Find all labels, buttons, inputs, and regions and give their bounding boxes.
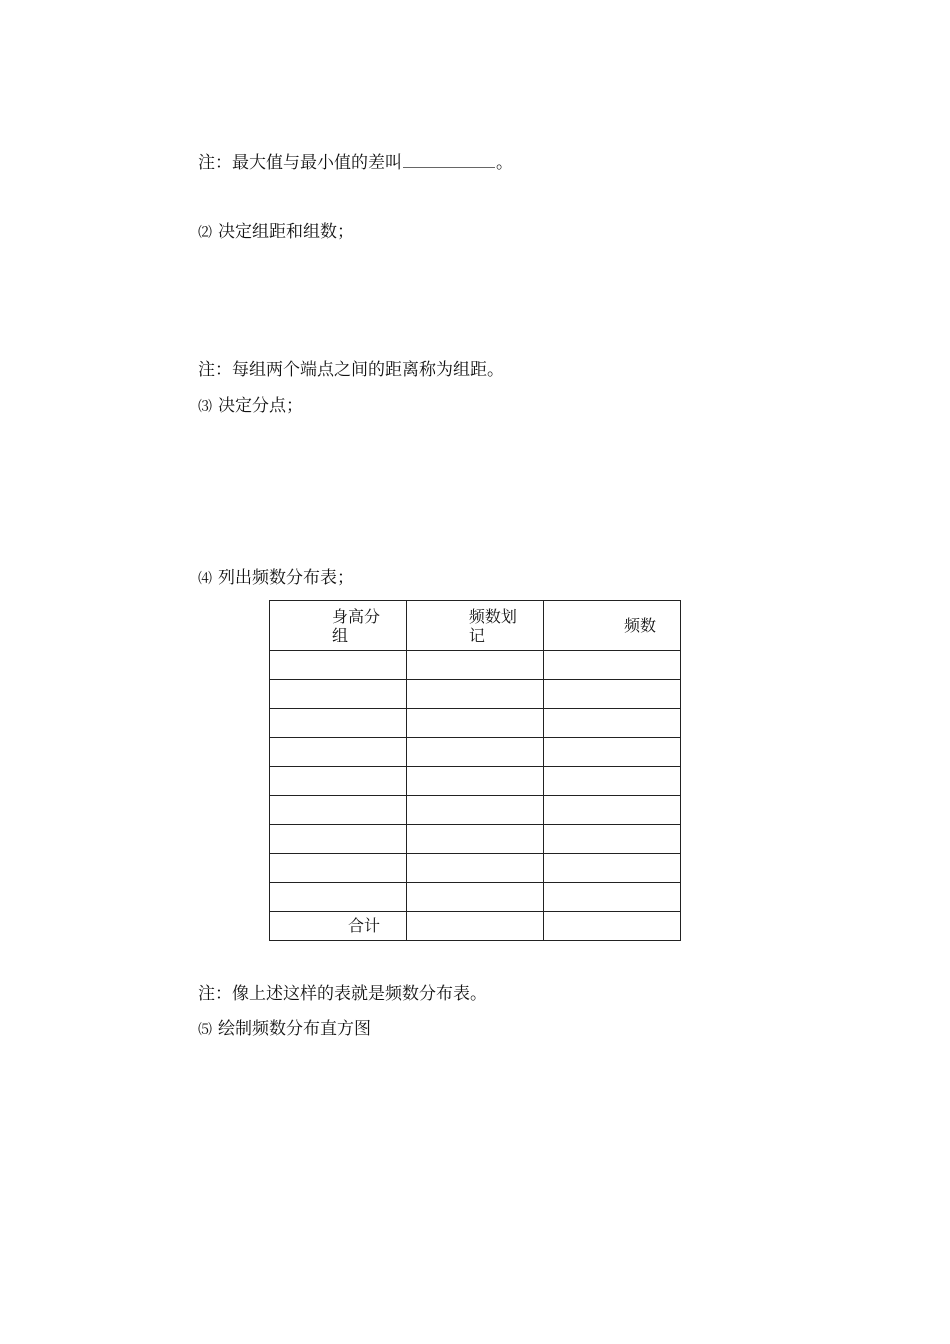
table-cell[interactable]	[406, 738, 543, 767]
total-label-cell	[270, 912, 407, 941]
table-cell[interactable]	[406, 680, 543, 709]
table-total-row	[270, 912, 681, 941]
step-4-marker: ⑷	[198, 571, 212, 587]
table-cell[interactable]	[270, 825, 407, 854]
table-cell[interactable]	[406, 883, 543, 912]
table-row	[270, 854, 681, 883]
table-cell[interactable]	[543, 709, 680, 738]
total-label: 合计	[348, 916, 381, 935]
step-2-marker: ⑵	[198, 225, 212, 241]
step-5-marker: ⑸	[198, 1022, 212, 1038]
table-cell[interactable]	[543, 825, 680, 854]
table-header-row	[270, 601, 681, 651]
header-height-group-label: 身高分组	[332, 606, 381, 645]
table-cell[interactable]	[270, 738, 407, 767]
step-5-text: 绘制频数分布直方图	[218, 1019, 371, 1039]
step-3-marker: ⑶	[198, 399, 212, 415]
header-height-group	[270, 601, 407, 651]
table-cell[interactable]	[543, 651, 680, 680]
table-cell[interactable]	[543, 912, 680, 941]
table-cell[interactable]	[270, 767, 407, 796]
note-range-prefix: 注：最大值与最小值的差叫	[198, 153, 402, 173]
table-cell[interactable]	[543, 796, 680, 825]
note-table: 注：像上述这样的表就是频数分布表。	[198, 984, 487, 1004]
step-2-text: 决定组距和组数；	[218, 222, 354, 242]
table-cell[interactable]	[406, 767, 543, 796]
table-row	[270, 825, 681, 854]
note-range-suffix: 。	[496, 153, 513, 173]
table-cell[interactable]	[270, 854, 407, 883]
table-cell[interactable]	[406, 651, 543, 680]
note-interval: 注：每组两个端点之间的距离称为组距。	[198, 360, 504, 380]
table-cell[interactable]	[406, 796, 543, 825]
step-5	[198, 1018, 371, 1041]
step-3-text: 决定分点；	[218, 396, 303, 416]
step-4	[198, 567, 354, 590]
table-cell[interactable]	[543, 767, 680, 796]
table-cell[interactable]	[270, 709, 407, 738]
table-cell[interactable]	[543, 854, 680, 883]
table-cell[interactable]	[406, 912, 543, 941]
table-cell[interactable]	[270, 651, 407, 680]
table-row	[270, 651, 681, 680]
header-tally-label: 频数划记	[468, 606, 517, 645]
step-4-text: 列出频数分布表；	[218, 568, 354, 588]
header-tally	[406, 601, 543, 651]
table-row	[270, 883, 681, 912]
table-cell[interactable]	[406, 854, 543, 883]
table-cell[interactable]	[543, 883, 680, 912]
table-cell[interactable]	[543, 680, 680, 709]
table-cell[interactable]	[270, 680, 407, 709]
table-row	[270, 680, 681, 709]
table-cell[interactable]	[270, 883, 407, 912]
table-row	[270, 709, 681, 738]
header-frequency	[543, 601, 680, 651]
step-2	[198, 221, 354, 244]
table-cell[interactable]	[406, 825, 543, 854]
table-cell[interactable]	[406, 709, 543, 738]
header-frequency-label: 频数	[623, 616, 656, 635]
answer-blank[interactable]	[403, 151, 495, 168]
note-range	[198, 151, 513, 174]
table-row	[270, 796, 681, 825]
table-cell[interactable]	[270, 796, 407, 825]
step-3	[198, 395, 303, 418]
frequency-table	[269, 600, 681, 941]
table-row	[270, 738, 681, 767]
table-cell[interactable]	[543, 738, 680, 767]
table-row	[270, 767, 681, 796]
